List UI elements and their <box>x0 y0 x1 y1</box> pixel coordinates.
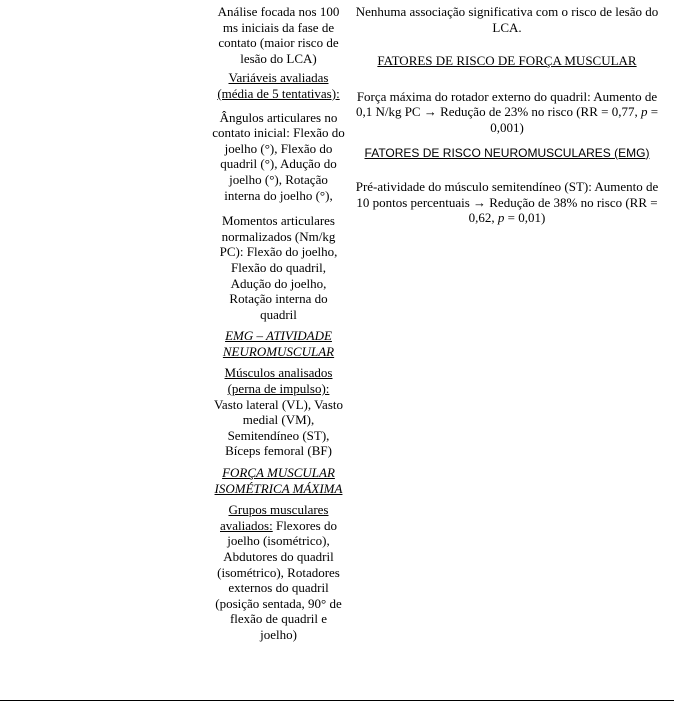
neuro-risk-heading: FATORES DE RISCO NEUROMUSCULARES (EMG) <box>364 145 650 160</box>
force-risk-pre: Força máxima do rotador externo do quadril: Aumento de 0,1 N/kg PC → Redução de 23% no risco (RR = 0,77, <box>355 88 658 120</box>
analysis-intro: Análise focada nos 100 ms iniciais da fase de contato (maior risco de lesão do LCA) <box>217 4 340 66</box>
no-association-note: Nenhuma associação significativa com o risco de lesão do LCA. <box>355 4 659 35</box>
groups-block <box>212 502 345 642</box>
joint-angles-text: Ângulos articulares no contato inicial: Flexão do joelho (°), Flexão do quadril (°), Adução do joelho (°), Rotação interna do joelho (°), <box>212 109 345 203</box>
groups-list: Flexores do joelho (isométrico), Abdutores do quadril (isométrico), Rotadores externos do quadril (posição sentada, 90° de flexão de quadril e joelho) <box>215 517 342 642</box>
neuro-risk-p: p <box>497 210 505 226</box>
force-risk-text <box>350 89 664 136</box>
joint-moments-text: Momentos articulares normalizados (Nm/kg PC): Flexão do joelho, Flexão do quadril, Adução do joelho, Rotação interna do quadril <box>219 213 338 322</box>
muscles-block <box>212 365 345 459</box>
force-risk-post: = 0,001) <box>490 104 659 135</box>
neuro-risk-text <box>350 179 664 226</box>
force-risk-heading: FATORES DE RISCO DE FORÇA MUSCULAR <box>377 53 637 69</box>
variables-heading: Variáveis avaliadas (média de 5 tentativas): <box>217 70 340 101</box>
force-heading: FORÇA MUSCULAR ISOMÉTRICA MÁXIMA <box>214 465 343 496</box>
groups-heading: Grupos musculares avaliados: <box>220 502 329 533</box>
force-risk-p: p <box>640 104 648 120</box>
neuro-risk-pre: Pré-atividade do músculo semitendíneo (ST): Aumento de 10 pontos percentuais → Redução de 38% no risco (RR = 0,62, <box>355 179 659 226</box>
table-bottom-rule <box>0 700 674 701</box>
left-column <box>212 4 345 643</box>
emg-heading: EMG – ATIVIDADE NEUROMUSCULAR <box>222 328 335 359</box>
neuro-risk-post: = 0,01) <box>504 210 546 226</box>
muscles-list: Vasto lateral (VL), Vasto medial (VM), Semitendíneo (ST), Bíceps femoral (BF) <box>213 396 343 459</box>
right-column <box>350 4 664 226</box>
muscles-heading: Músculos analisados (perna de impulso): <box>224 365 333 397</box>
